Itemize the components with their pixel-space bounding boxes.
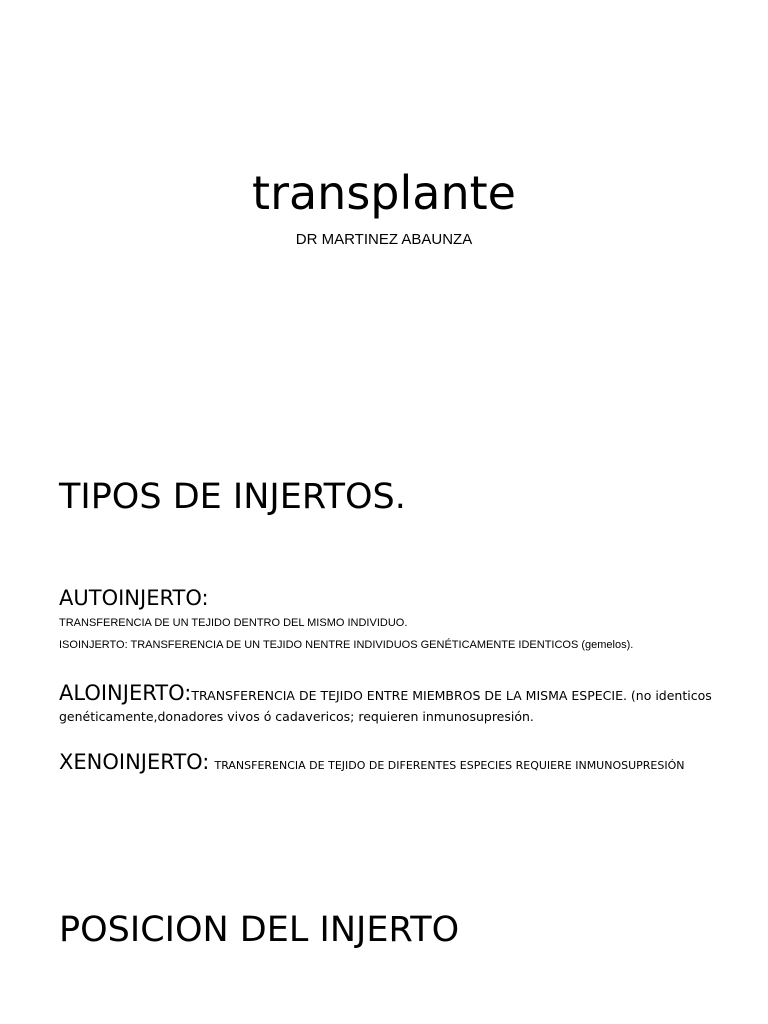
section-heading-posicion: POSICION DEL INJERTO bbox=[59, 910, 460, 950]
autoinjerto-label: AUTOINJERTO: bbox=[59, 586, 209, 610]
xenoinjerto-definition: TRANSFERENCIA DE TEJIDO DE DIFERENTES ESPECIES REQUIERE INMUNOSUPRESIÓN bbox=[214, 759, 685, 772]
slide-title: transplante bbox=[252, 166, 516, 220]
xenoinjerto-label: XENOINJERTO: bbox=[59, 750, 210, 774]
section-heading-tipos: TIPOS DE INJERTOS. bbox=[59, 477, 406, 517]
aloinjerto-label: ALOINJERTO: bbox=[59, 681, 192, 705]
xenoinjerto-block bbox=[59, 749, 739, 775]
autoinjerto-block bbox=[59, 585, 719, 652]
isoinjerto-definition: ISOINJERTO: TRANSFERENCIA DE UN TEJIDO NENTRE INDIVIDUOS GENÉTICAMENTE IDENTICOS (gemelos). bbox=[59, 639, 634, 651]
aloinjerto-block bbox=[59, 680, 719, 725]
autoinjerto-definition: TRANSFERENCIA DE UN TEJIDO DENTRO DEL MISMO INDIVIDUO. bbox=[59, 617, 408, 629]
slide-subtitle: DR MARTINEZ ABAUNZA bbox=[295, 231, 473, 248]
aloinjerto-definition: TRANSFERENCIA DE TEJIDO ENTRE MIEMBROS DE LA MISMA ESPECIE. (no identicos genéticamente,donadores vivos ó cadavericos; requieren inmunosupresión. bbox=[59, 688, 712, 724]
